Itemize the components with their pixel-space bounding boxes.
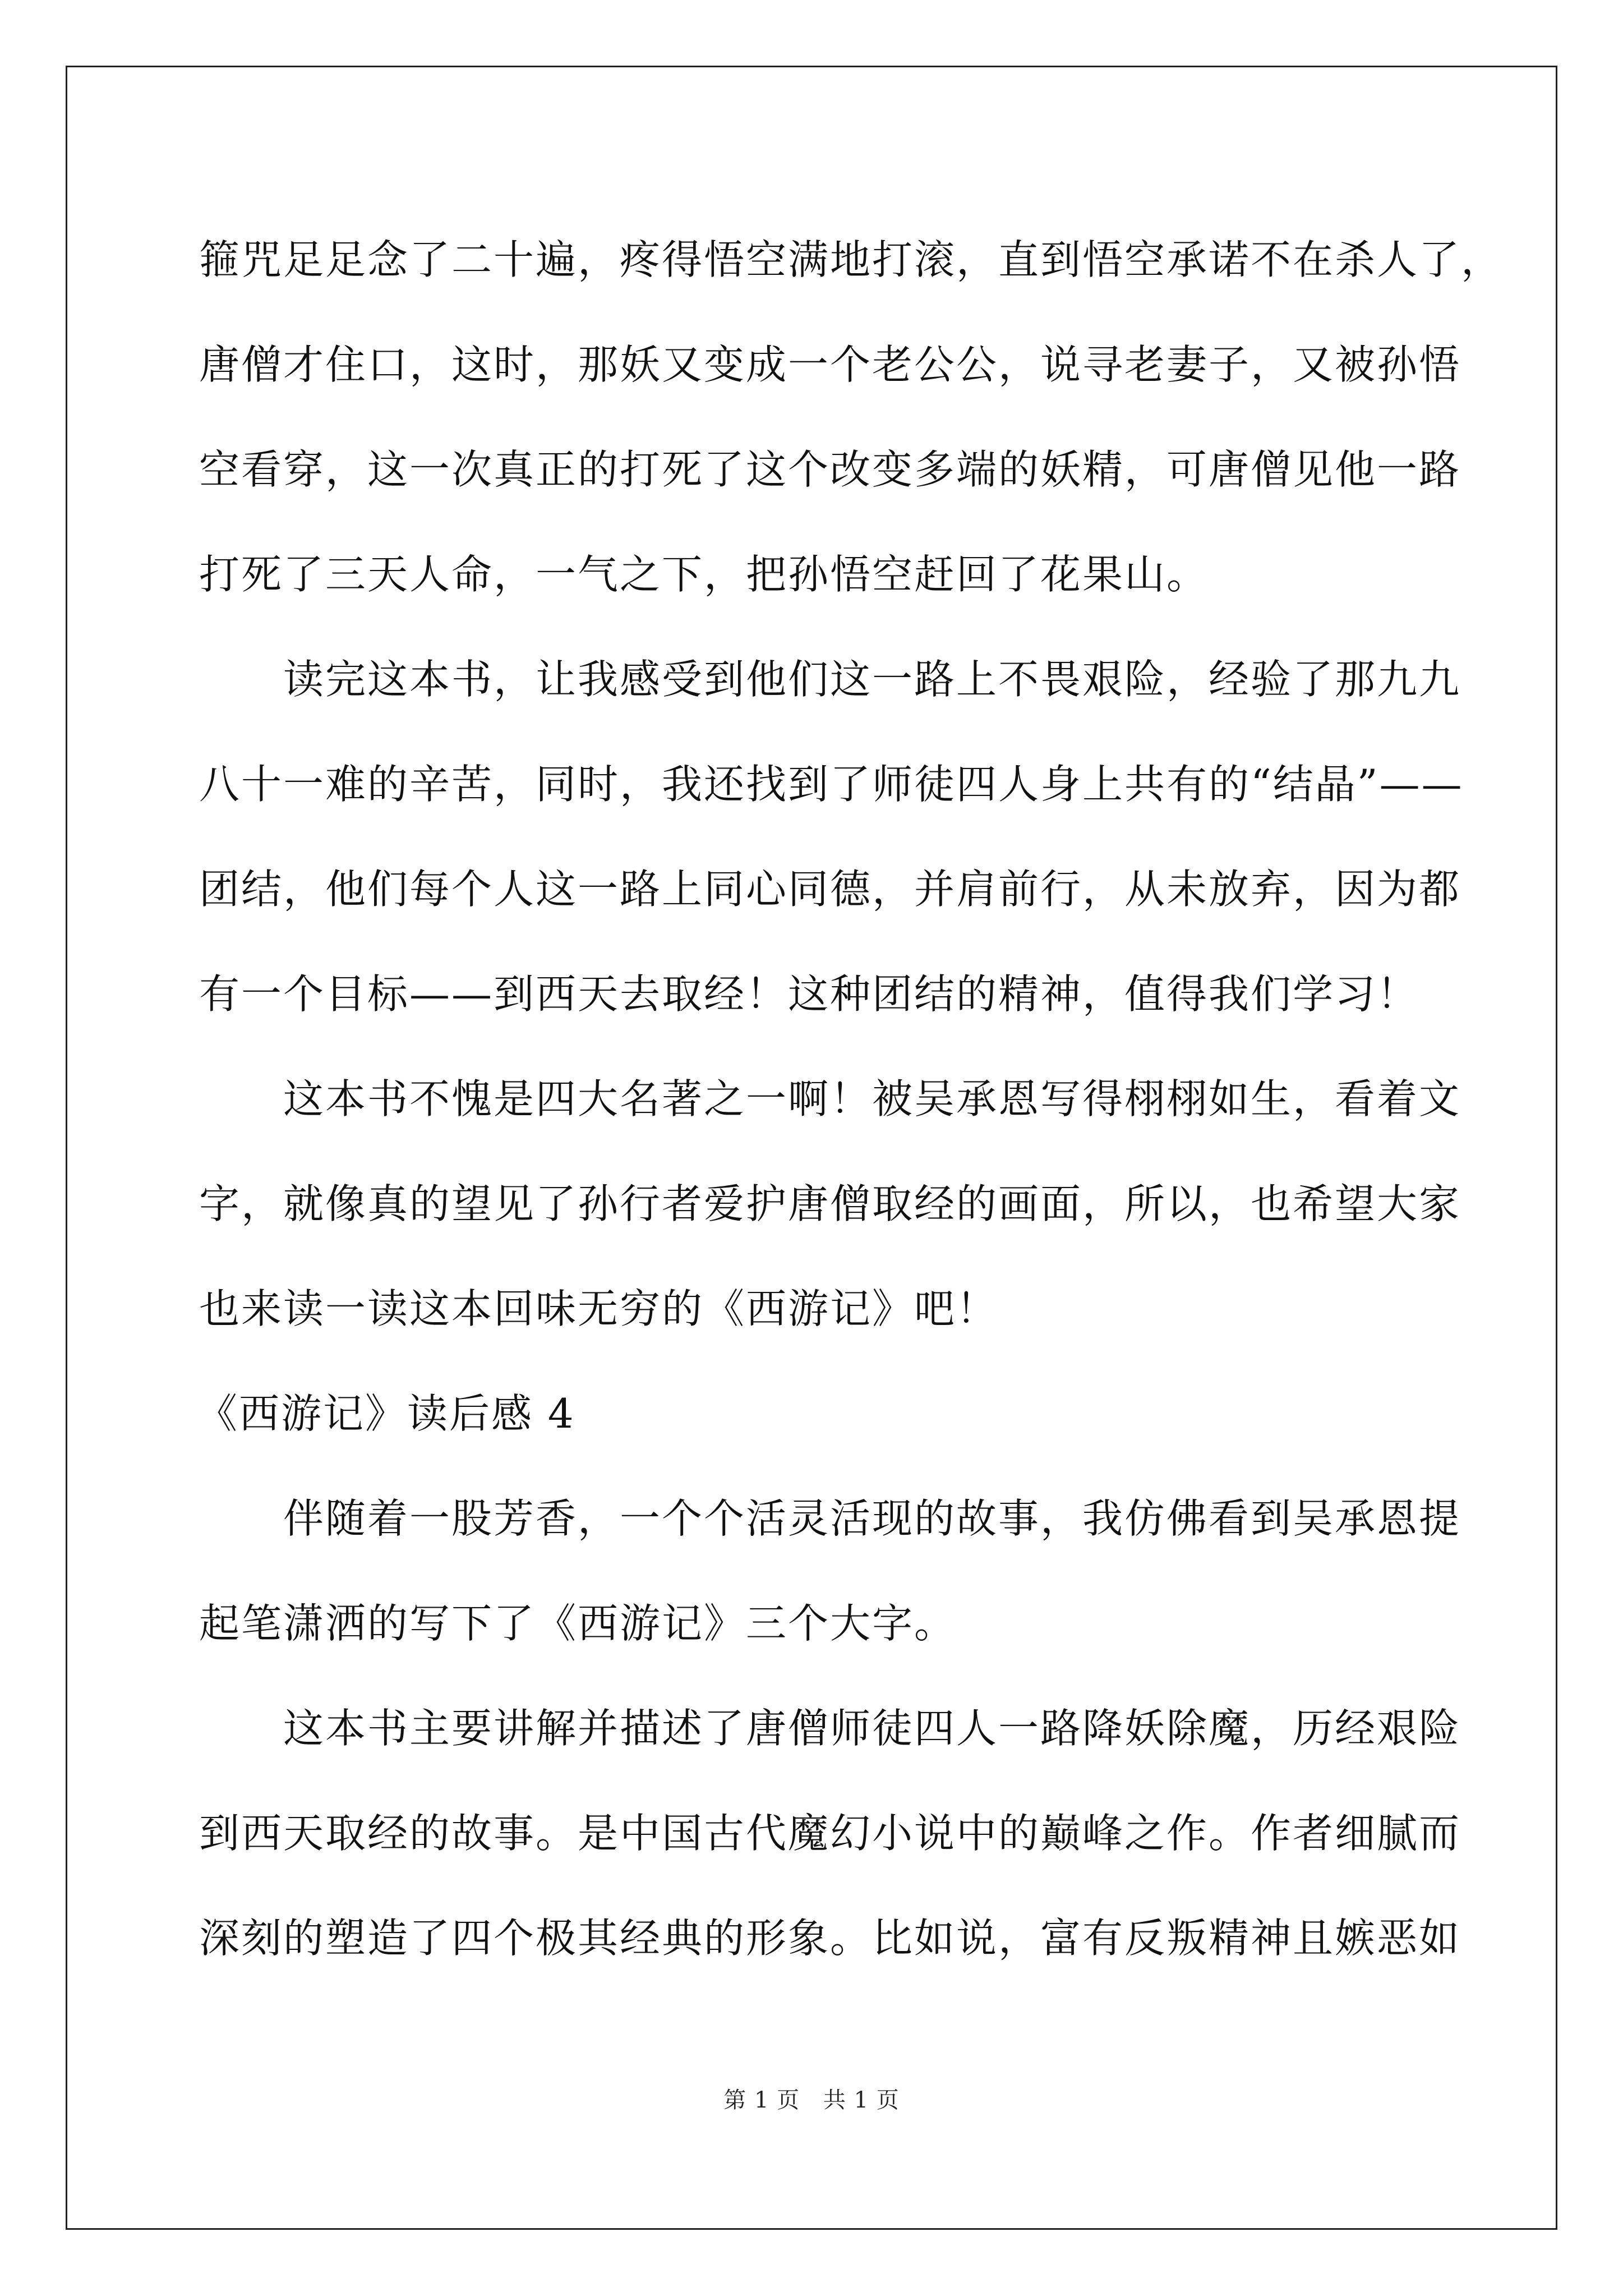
text-line: 起笔潇洒的写下了《西游记》三个大字。 <box>199 1600 957 1647</box>
paragraph-first-line: 伴随着一股芳香，一个个活灵活现的故事，我仿佛看到吴承恩提 <box>283 1495 1461 1542</box>
section-heading: 《西游记》读后感 4 <box>197 1390 575 1437</box>
page-number: 第 1 页 <box>723 2087 800 2113</box>
text-line: 有一个目标——到西天去取经！这种团结的精神，值得我们学习！ <box>199 970 1419 1018</box>
text-line: 八十一难的辛苦，同时，我还找到了师徒四人身上共有的“结晶”—— <box>199 761 1464 808</box>
text-line: 字，就像真的望见了孙行者爱护唐僧取经的画面，所以，也希望大家 <box>199 1180 1461 1227</box>
page-count: 共 1 页 <box>823 2087 900 2113</box>
text-line: 空看穿，这一次真正的打死了这个改变多端的妖精，可唐僧见他一路 <box>199 446 1461 493</box>
page-footer <box>0 2082 1623 2114</box>
text-line: 打死了三天人命，一气之下，把孙悟空赶回了花果山。 <box>199 551 1209 598</box>
document-body <box>197 208 1504 1991</box>
text-line: 到西天取经的故事。是中国古代魔幻小说中的巅峰之作。作者细腻而 <box>199 1810 1461 1857</box>
paragraph-first-line: 这本书主要讲解并描述了唐僧师徒四人一路降妖除魔，历经艰险 <box>283 1705 1461 1752</box>
text-line: 箍咒足足念了二十遍，疼得悟空满地打滚，直到悟空承诺不在杀人了， <box>199 236 1504 283</box>
text-line: 唐僧才住口，这时，那妖又变成一个老公公，说寻老妻子，又被孙悟 <box>199 341 1461 388</box>
paragraph-first-line: 这本书不愧是四大名著之一啊！被吴承恩写得栩栩如生，看着文 <box>283 1075 1461 1122</box>
paragraph-first-line: 读完这本书，让我感受到他们这一路上不畏艰险，经验了那九九 <box>283 656 1461 703</box>
text-line: 团结，他们每个人这一路上同心同德，并肩前行，从未放弃，因为都 <box>199 866 1461 913</box>
text-line: 深刻的塑造了四个极其经典的形象。比如说，富有反叛精神且嫉恶如 <box>199 1915 1461 1962</box>
text-line: 也来读一读这本回味无穷的《西游记》吧！ <box>199 1285 999 1332</box>
